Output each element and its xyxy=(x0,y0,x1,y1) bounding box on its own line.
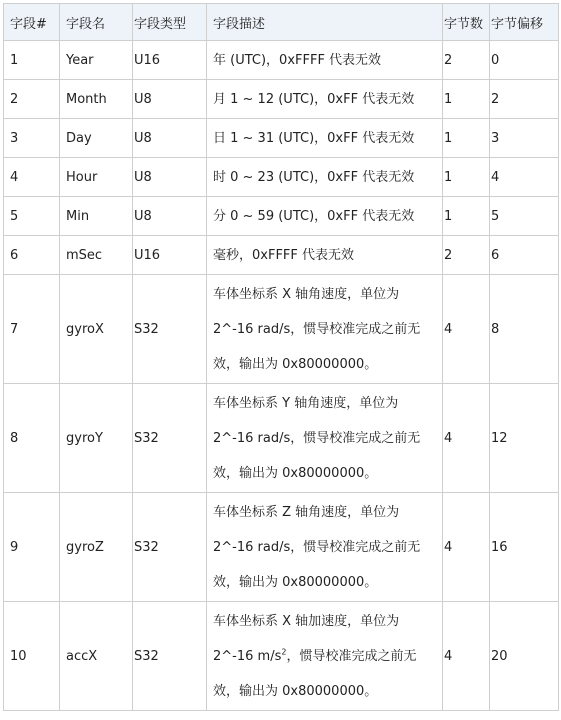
description-line: 效，输出为 0x80000000。 xyxy=(213,683,378,699)
cell-bytes: 4 xyxy=(443,275,490,384)
cell-bytes: 4 xyxy=(443,493,490,602)
table-row xyxy=(4,41,559,80)
cell-description xyxy=(207,158,443,197)
field-table xyxy=(3,3,559,711)
cell-type: U8 xyxy=(133,119,207,158)
cell-offset: 16 xyxy=(490,493,559,602)
description-line: 毫秒，0xFFFF 代表无效 xyxy=(213,247,355,263)
cell-offset: 20 xyxy=(490,602,559,711)
cell-index: 6 xyxy=(4,236,60,275)
cell-description xyxy=(207,80,443,119)
cell-name: mSec xyxy=(60,236,133,275)
cell-name: Year xyxy=(60,41,133,80)
description-line: 月 1 ~ 12 (UTC)，0xFF 代表无效 xyxy=(213,91,415,107)
cell-offset: 12 xyxy=(490,384,559,493)
cell-offset: 8 xyxy=(490,275,559,384)
cell-offset: 0 xyxy=(490,41,559,80)
table-row xyxy=(4,80,559,119)
cell-bytes: 1 xyxy=(443,80,490,119)
cell-type: S32 xyxy=(133,602,207,711)
description-line: 2^-16 rad/s，惯导校准完成之前无 xyxy=(213,430,421,446)
cell-bytes: 1 xyxy=(443,119,490,158)
table-row xyxy=(4,384,559,493)
cell-offset: 3 xyxy=(490,119,559,158)
cell-description xyxy=(207,236,443,275)
description-line: 2^-16 m/s xyxy=(213,648,282,664)
table-row xyxy=(4,275,559,384)
cell-offset: 5 xyxy=(490,197,559,236)
description-line: 车体坐标系 Z 轴角速度，单位为 xyxy=(213,504,400,520)
table-row xyxy=(4,197,559,236)
cell-name: Month xyxy=(60,80,133,119)
cell-type: U8 xyxy=(133,80,207,119)
cell-name: accX xyxy=(60,602,133,711)
header-field-index: 字段# xyxy=(4,4,60,41)
table-row xyxy=(4,493,559,602)
cell-description xyxy=(207,275,443,384)
cell-index: 9 xyxy=(4,493,60,602)
description-line: 2^-16 rad/s，惯导校准完成之前无 xyxy=(213,539,421,555)
description-line: 效，输出为 0x80000000。 xyxy=(213,465,378,481)
cell-index: 10 xyxy=(4,602,60,711)
cell-name: Min xyxy=(60,197,133,236)
description-line: 车体坐标系 Y 轴角速度，单位为 xyxy=(213,395,399,411)
cell-index: 8 xyxy=(4,384,60,493)
cell-index: 3 xyxy=(4,119,60,158)
cell-offset: 2 xyxy=(490,80,559,119)
description-line: ，惯导校准完成之前无 xyxy=(286,648,417,664)
description-line: 2^-16 rad/s，惯导校准完成之前无 xyxy=(213,321,421,337)
header-field-description: 字段描述 xyxy=(207,4,443,41)
description-line: 年 (UTC)，0xFFFF 代表无效 xyxy=(213,52,382,68)
description-line: 车体坐标系 X 轴加速度，单位为 xyxy=(213,613,400,629)
cell-index: 1 xyxy=(4,41,60,80)
cell-type: U8 xyxy=(133,158,207,197)
cell-index: 4 xyxy=(4,158,60,197)
cell-offset: 6 xyxy=(490,236,559,275)
description-line: 分 0 ~ 59 (UTC)，0xFF 代表无效 xyxy=(213,208,415,224)
cell-type: U16 xyxy=(133,236,207,275)
table-row xyxy=(4,236,559,275)
cell-index: 7 xyxy=(4,275,60,384)
cell-name: gyroZ xyxy=(60,493,133,602)
cell-description xyxy=(207,602,443,711)
header-field-type: 字段类型 xyxy=(133,4,207,41)
header-row xyxy=(4,4,559,41)
cell-type: U16 xyxy=(133,41,207,80)
cell-type: U8 xyxy=(133,197,207,236)
cell-type: S32 xyxy=(133,384,207,493)
description-line: 时 0 ~ 23 (UTC)，0xFF 代表无效 xyxy=(213,169,415,185)
table-row xyxy=(4,119,559,158)
cell-offset: 4 xyxy=(490,158,559,197)
cell-description xyxy=(207,119,443,158)
description-line: 车体坐标系 X 轴角速度，单位为 xyxy=(213,286,400,302)
table-row xyxy=(4,158,559,197)
header-field-name: 字段名 xyxy=(60,4,133,41)
header-byte-count: 字节数 xyxy=(443,4,490,41)
cell-type: S32 xyxy=(133,275,207,384)
cell-index: 2 xyxy=(4,80,60,119)
description-line: 日 1 ~ 31 (UTC)，0xFF 代表无效 xyxy=(213,130,415,146)
cell-name: gyroX xyxy=(60,275,133,384)
cell-bytes: 1 xyxy=(443,158,490,197)
cell-name: Day xyxy=(60,119,133,158)
cell-name: gyroY xyxy=(60,384,133,493)
cell-description xyxy=(207,197,443,236)
cell-index: 5 xyxy=(4,197,60,236)
cell-bytes: 4 xyxy=(443,602,490,711)
cell-description xyxy=(207,41,443,80)
description-line: 效，输出为 0x80000000。 xyxy=(213,574,378,590)
cell-description xyxy=(207,493,443,602)
cell-type: S32 xyxy=(133,493,207,602)
table-row xyxy=(4,602,559,711)
cell-bytes: 2 xyxy=(443,236,490,275)
cell-name: Hour xyxy=(60,158,133,197)
cell-bytes: 4 xyxy=(443,384,490,493)
description-line: 效，输出为 0x80000000。 xyxy=(213,356,378,372)
cell-description xyxy=(207,384,443,493)
header-byte-offset: 字节偏移 xyxy=(490,4,559,41)
unit-superscript: 2 xyxy=(281,647,287,657)
cell-bytes: 2 xyxy=(443,41,490,80)
cell-bytes: 1 xyxy=(443,197,490,236)
